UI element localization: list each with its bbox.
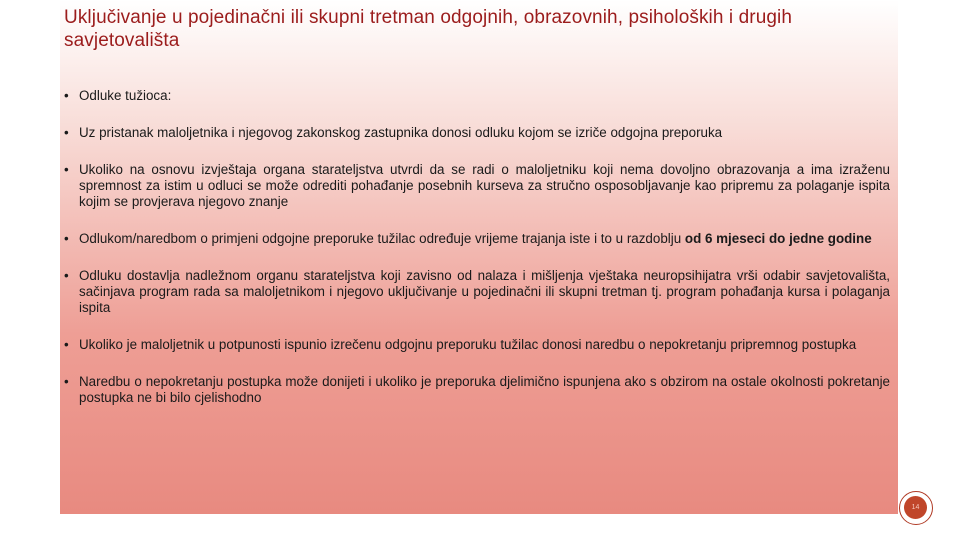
bullet-text: Odluku dostavlja nadležnom organu starateljstva koji zavisno od nalaza i mišljenja vještaka neuropsihijatra vrši odabir savjetovališta, sačinjava program rada sa maloljetnikom i njegovo uključivanje u pojedinačni ili skupni tretman tj. program pohađanja kursa i polaganja ispita xyxy=(79,268,890,315)
bullet-text: Naredbu o nepokretanju postupka može donijeti i ukoliko je preporuka djelimično ispunjena ako s obzirom na ostale okolnosti pokretanje postupka ne bi bilo cjelishodno xyxy=(79,374,890,405)
bullet-text: Uz pristanak maloljetnika i njegovog zakonskog zastupnika donosi odluku kojom se izriče odgojna preporuka xyxy=(79,125,723,140)
bullet-item xyxy=(64,125,890,141)
bullet-item xyxy=(64,374,890,406)
page-number: 14 xyxy=(904,496,927,519)
bullet-text: Ukoliko je maloljetnik u potpunosti ispunio izrečenu odgojnu preporuku tužilac donosi naredbu o nepokretanju pripremnog postupka xyxy=(79,337,857,352)
page-number-badge xyxy=(899,491,933,525)
bullet-text: Ukoliko na osnovu izvještaja organa starateljstva utvrdi da se radi o maloljetniku koji nema dovoljno obrazovanja a ima izraženu spremnost za istim u odluci se može odrediti pohađanje posebnih kurseva za stručno osposobljavanje kao pripremu za polaganje ispita kojim se provjerava njegovo znanje xyxy=(79,162,890,209)
bullet-bold-text: od 6 mjeseci do jedne godine xyxy=(684,231,872,246)
bullet-item xyxy=(64,337,890,353)
slide-title: Uključivanje u pojedinačni ili skupni tretman odgojnih, obrazovnih, psiholoških i drugih savjetovališta xyxy=(64,7,793,51)
bullet-text: Odluke tužioca: xyxy=(79,88,172,103)
bullet-item xyxy=(64,231,890,247)
bullet-item xyxy=(64,88,890,104)
bullet-list xyxy=(64,88,890,406)
bullet-item xyxy=(64,162,890,210)
bullet-item xyxy=(64,268,890,316)
bullet-text: Odlukom/naredbom o primjeni odgojne preporuke tužilac određuje vrijeme trajanja iste i to u razdoblju xyxy=(79,231,685,246)
